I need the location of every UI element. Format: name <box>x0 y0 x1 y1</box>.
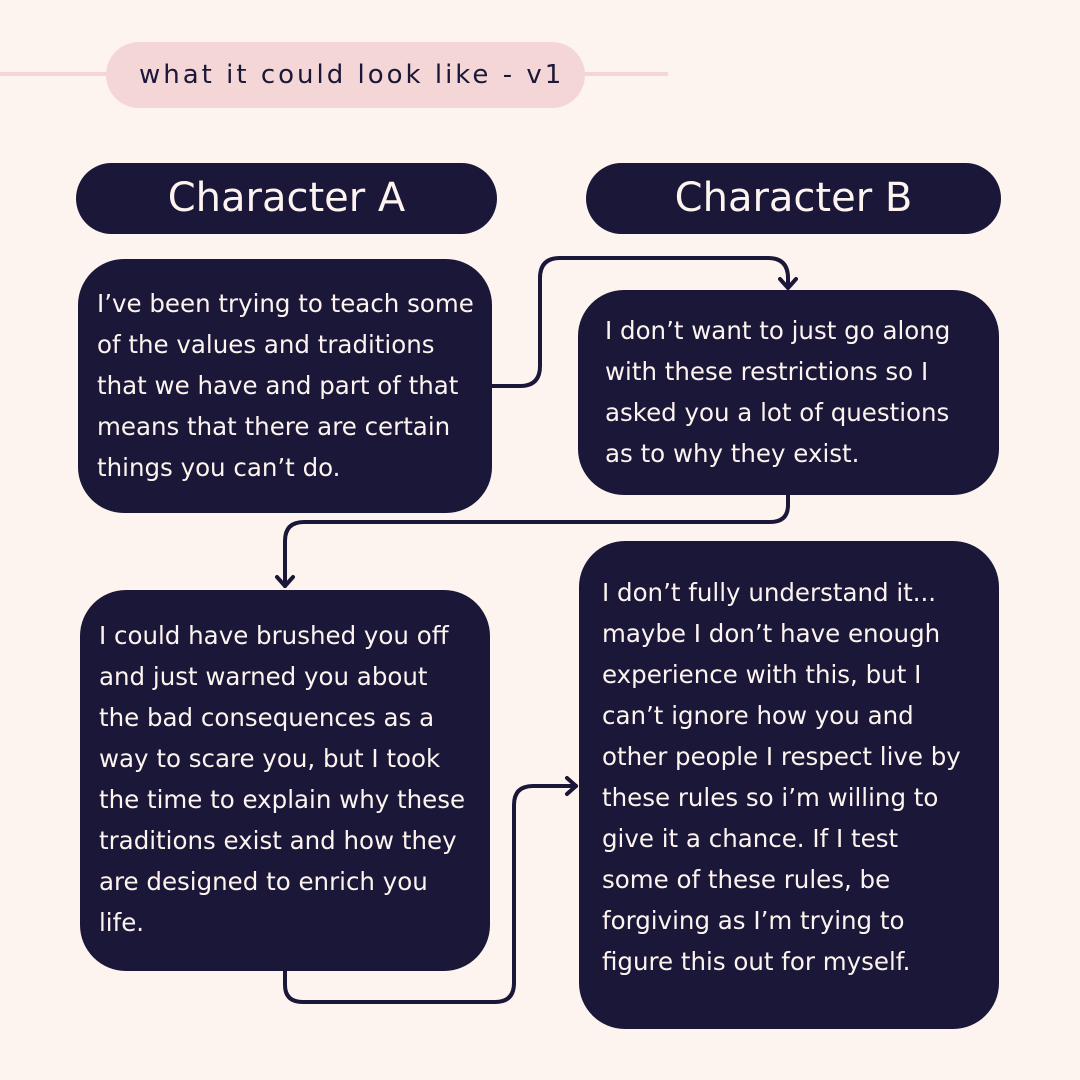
character-b-title: Character B <box>674 175 913 221</box>
character-a-message-2-text: I could have brushed you off and just warned you about the bad consequences as a way to scare you, but I took the time to explain why these traditions exist and how they are designed to enrich you life. <box>99 621 466 937</box>
character-b-message-1 <box>578 290 999 495</box>
character-a-message-2 <box>80 590 490 971</box>
character-b-message-2 <box>579 541 999 1029</box>
character-a-title: Character A <box>167 175 406 221</box>
version-tag-label: what it could look like - v1 <box>139 60 565 90</box>
character-a-message-1-text: I’ve been trying to teach some of the values and traditions that we have and part of that means that there are certain things you can’t do. <box>97 289 474 482</box>
character-a-message-1 <box>78 259 492 513</box>
character-b-message-2-text: I don’t fully understand it... maybe I don’t have enough experience with this, but I can’t ignore how you and other people I respect live by these rules so i’m willing to give it a chance. If I test some of these rules, be forgiving as I’m trying to figure this out for myself. <box>602 578 961 976</box>
character-b-message-1-text: I don’t want to just go along with these restrictions so I asked you a lot of questions as to why they exist. <box>605 316 951 468</box>
